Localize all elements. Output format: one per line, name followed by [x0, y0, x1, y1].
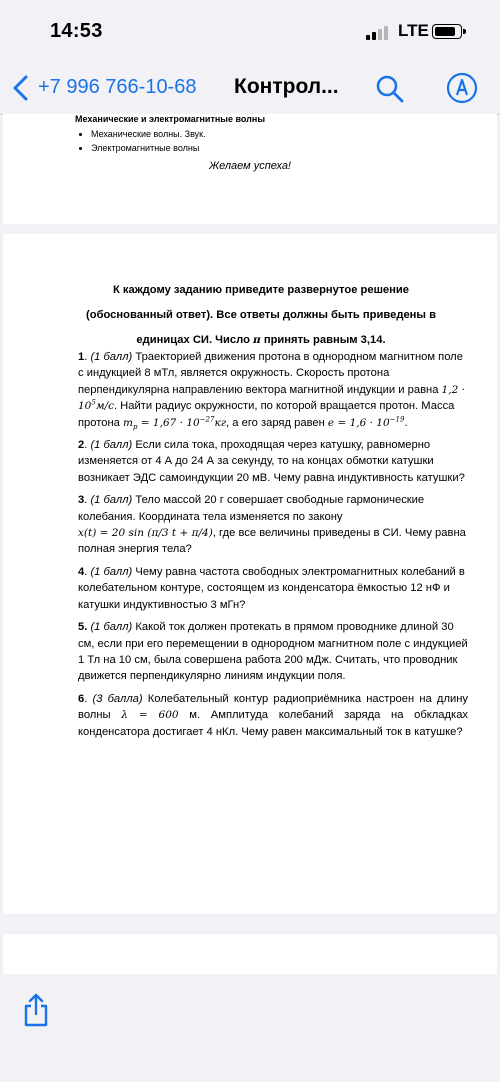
- document-page: [3, 934, 497, 974]
- contact-phone-link[interactable]: +7 996 766-10-68: [38, 76, 197, 98]
- markup-icon[interactable]: [446, 72, 478, 104]
- task-1: 1. (1 балл) Траекторией движения протона в однородном магнитном поле с индукцией 8 мТл, является окружность. Скорость протона перпендикулярна направлению вектора магнитной индукции и равна $1,2 \cdot 10^5м/с$. Найти радиус окружности, по которой вращается протон. Масса протона $m_p = 1,67 \cdot 10^{-27}кг$, а его заряд равен $e = 1,6 \cdot 10^{-19}$.: [78, 351, 465, 431]
- status-bar: [0, 0, 500, 62]
- task-6: 6. (3 балла) Колебательный контур радиоприёмника настроен на длину волны λ = 600 м. Амплитуда колебаний заряда на обкладках конденсатора достигает 4 нКл. Чему равен максимальный ток в катушке?: [78, 692, 469, 738]
- document-page: [3, 234, 497, 914]
- list-item: • Механические волны. Звук.: [91, 128, 206, 140]
- instructions-line: единицах СИ. Число π принять равным 3,14.: [136, 334, 386, 346]
- share-icon[interactable]: [22, 992, 50, 1028]
- closing-wish: Желаем успеха!: [209, 160, 291, 172]
- instructions-line: (обоснованный ответ). Все ответы должны быть приведены в: [86, 309, 436, 321]
- instructions: [61, 278, 461, 353]
- network-label: LTE: [398, 21, 429, 40]
- status-time: 14:53: [50, 20, 103, 42]
- section-heading: Механические и электромагнитные волны: [75, 114, 266, 124]
- nav-bar: [0, 62, 500, 115]
- instructions-line: К каждому заданию приведите развернутое решение: [112, 284, 409, 296]
- chevron-left-icon[interactable]: [8, 74, 34, 102]
- topic-list: [71, 126, 206, 156]
- task-list: [78, 349, 468, 746]
- battery-icon: [432, 24, 462, 39]
- motion-formula: x(t) = 20 sin (π/3 t + π/4): [78, 527, 213, 540]
- document-page: [3, 114, 497, 224]
- document-title: Контрол...: [234, 75, 339, 98]
- bottom-toolbar: [0, 974, 500, 1082]
- task-5: 5. (1 балл) Какой ток должен протекать в прямом проводнике длиной 30 см, если при его перемещении в однородном магнитном поле с индукцией 1 Тл на 10 см, была совершена работа 200 мДж. Считать, что проводник движется перпендикулярно линиям индукции поля.: [78, 621, 468, 683]
- battery-level: [435, 27, 455, 36]
- signal-icon: [366, 26, 392, 40]
- task-2: 2. (1 балл) Если сила тока, проходящая через катушку, равномерно изменяется от 4 А до 24 А за секунду, то на концах обмотки катушки возникает ЭДС самоиндукции 20 мВ. Чему равна индуктивность катушки?: [78, 439, 465, 484]
- task-4: 4. (1 балл) Чему равна частота свободных электромагнитных колебаний в колебательном контуре, состоящем из конденсатора ёмкостью 12 нФ и катушки индуктивностью 3 мГн?: [78, 565, 465, 611]
- list-item: • Электромагнитные волны: [91, 142, 206, 154]
- task-3: 3. (1 балл) Тело массой 20 г совершает свободные гармонические колебания. Координата тела изменяется по закону x(t) = 20 sin (π/3 t + π/4), где все величины приведены в СИ. Чему равна полная энергия тела?: [78, 494, 466, 556]
- search-icon[interactable]: [375, 74, 405, 104]
